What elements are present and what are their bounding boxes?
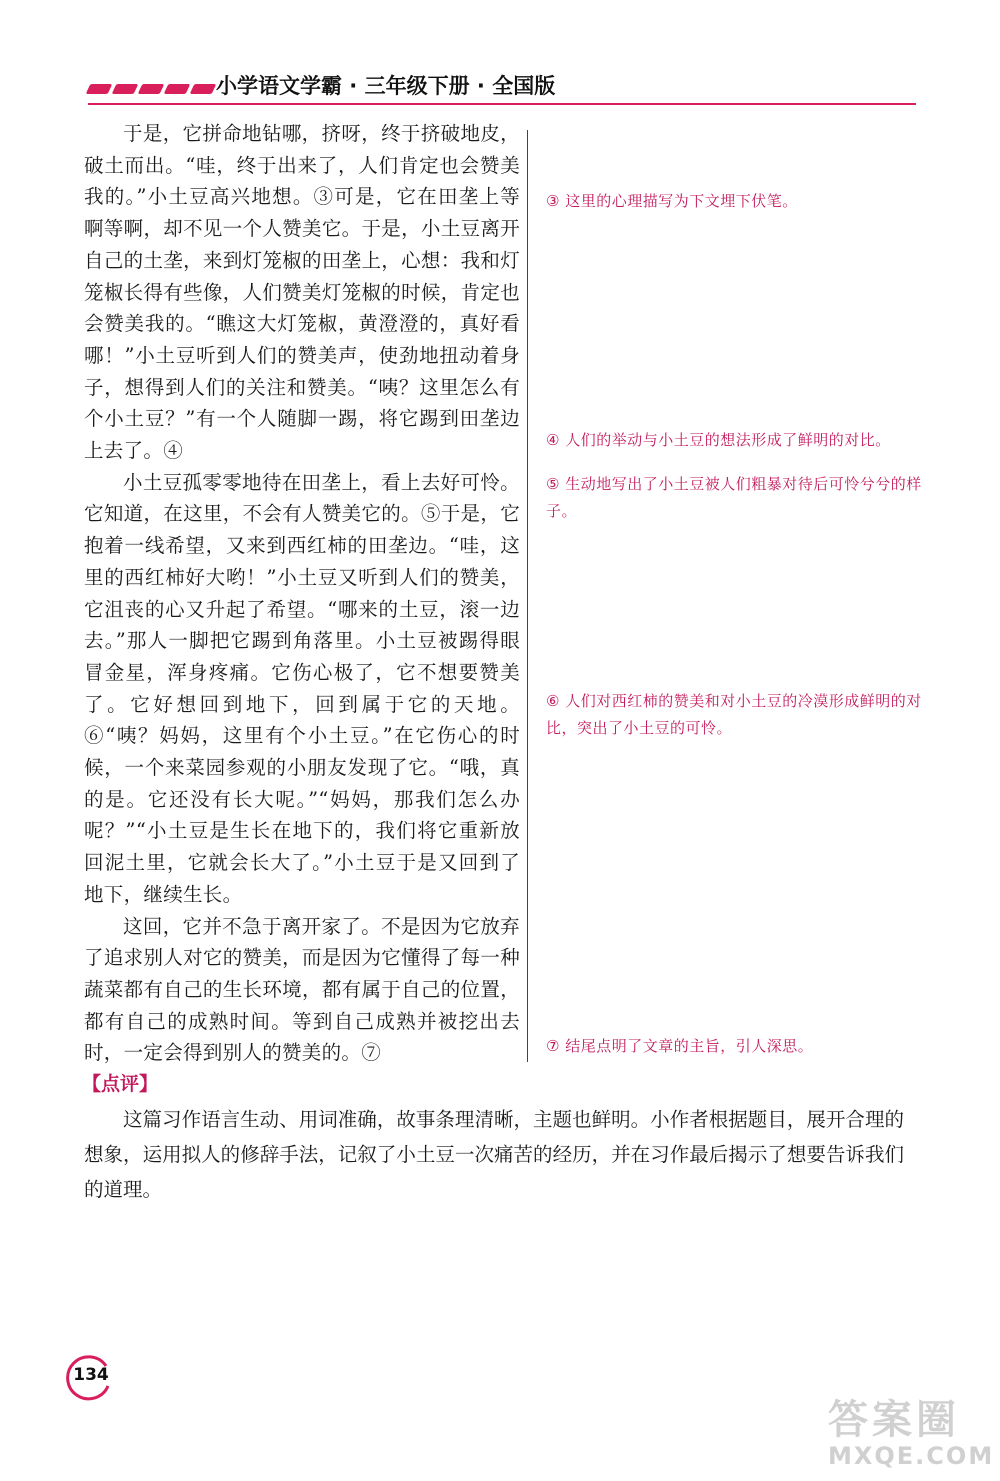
header-rule — [88, 103, 916, 105]
essay-paragraph: 小土豆孤零零地待在田垄上，看上去好可怜。它知道，在这里，不会有人赞美它的。⑤于是，它抱着一线希望，又来到西红柿的田垄边。“哇，这里的西红柿好大哟！”小土豆又听到人们的赞美，它沮丧的心又升起了希望。“哪来的土豆，滚一边去。”那人一脚把它踢到角落里。小土豆被踢得眼冒金星，浑身疼痛。它伤心极了，它不想要赞美了。它好想回到地下，回到属于它的天地。⑥“咦？妈妈，这里有个小土豆。”在它伤心的时候，一个来菜园参观的小朋友发现了它。“哦，真的是。它还没有长大呢。”“妈妈，那我们怎么办呢？”“小土豆是生长在地下的，我们将它重新放回泥土里，它就会长大了。”小土豆于是又回到了地下，继续生长。 — [84, 470, 520, 906]
header-decoration — [88, 84, 214, 94]
watermark-top: 答案圈 — [828, 1397, 960, 1443]
header-title: 小学语文学霸 · 三年级下册 · 全国版 — [216, 74, 556, 98]
comment-body — [84, 1102, 904, 1207]
margin-note: ⑦ 结尾点明了文章的主旨，引人深思。 — [546, 1037, 814, 1055]
margin-note: ④ 人们的举动与小土豆的想法形成了鲜明的对比。 — [546, 431, 891, 449]
essay-paragraph: 于是，它拼命地钻哪，挤呀，终于挤破地皮，破土而出。“哇，终于出来了，人们肯定也会赞美我的。”小土豆高兴地想。③可是，它在田垄上等啊等啊，却不见一个人赞美它。于是，小土豆离开自己的土垄，来到灯笼椒的田垄上，心想：我和灯笼椒长得有些像，人们赞美灯笼椒的时候，肯定也会赞美我的。“瞧这大灯笼椒，黄澄澄的，真好看哪！”小土豆听到人们的赞美声，使劲地扭动着身子，想得到人们的关注和赞美。“咦？这里怎么有个小土豆？”有一个人随脚一踢，将它踢到田垄边上去了。④ — [84, 122, 520, 463]
column-divider — [527, 130, 528, 1062]
comment-heading: 【点评】 — [82, 1073, 159, 1095]
essay-paragraph: 这回，它并不急于离开家了。不是因为它放弃了追求别人对它的赞美，而是因为它懂得了每一种蔬菜都有自己的生长环境，都有属于自己的位置，都有自己的成熟时间。等到自己成熟并被挖出去时，一定会得到别人的赞美的。⑦ — [84, 914, 520, 1065]
margin-note: ⑥ 人们对西红柿的赞美和对小土豆的冷漠形成鲜明的对比，突出了小土豆的可怜。 — [546, 692, 922, 737]
essay-body — [84, 118, 520, 1069]
page-header — [88, 70, 918, 110]
page-number: 134 — [73, 1365, 109, 1385]
watermark-logo — [828, 1397, 995, 1476]
page-number-badge — [62, 1352, 114, 1404]
margin-note: ③ 这里的心理描写为下文埋下伏笔。 — [546, 192, 798, 210]
margin-note: ⑤ 生动地写出了小土豆被人们粗暴对待后可怜兮兮的样子。 — [546, 475, 922, 520]
watermark-bottom: MXQE.COM — [828, 1442, 995, 1470]
comment-paragraph: 这篇习作语言生动、用词准确，故事条理清晰，主题也鲜明。小作者根据题目，展开合理的想象，运用拟人的修辞手法，记叙了小土豆一次痛苦的经历，并在习作最后揭示了想要告诉我们的道理。 — [84, 1108, 904, 1201]
